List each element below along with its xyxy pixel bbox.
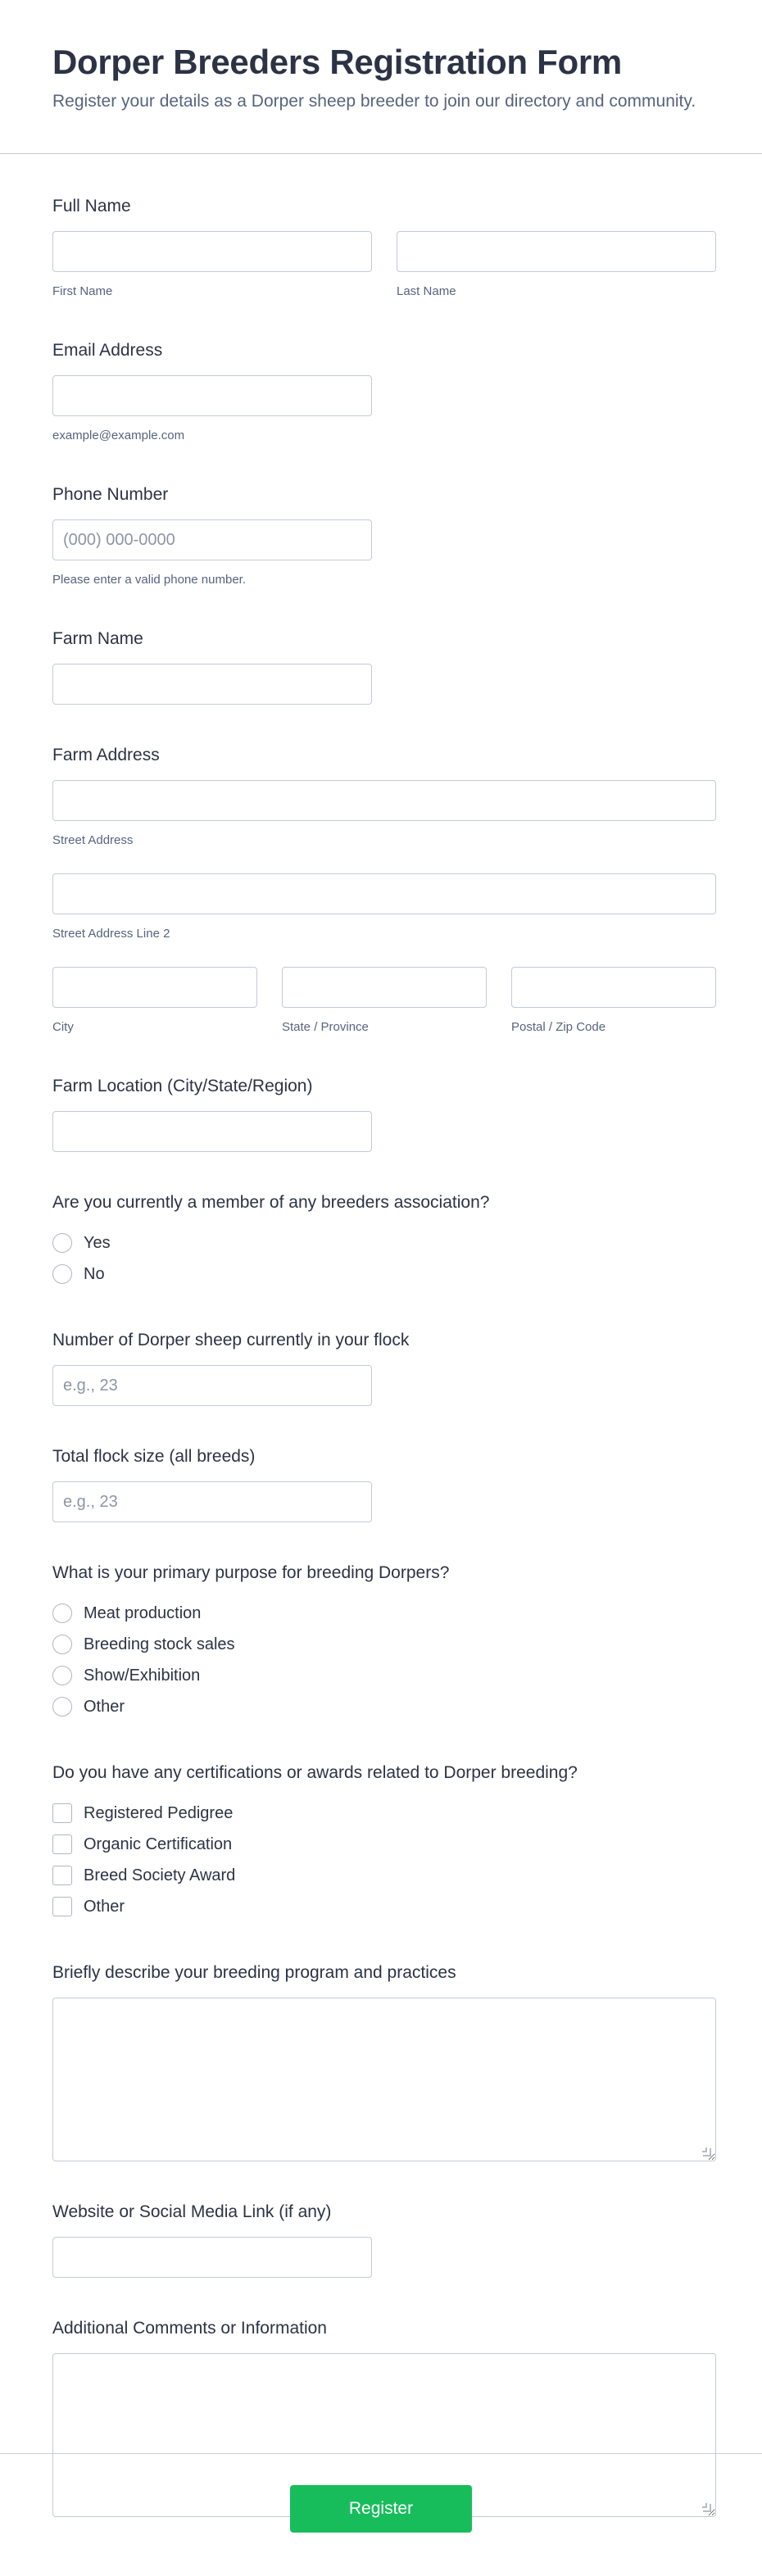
purpose-field bbox=[52, 1562, 716, 1722]
total-flock-input[interactable] bbox=[52, 1481, 372, 1522]
farm-location-label: Farm Location (City/State/Region) bbox=[52, 1077, 313, 1095]
last-name-col bbox=[397, 231, 716, 300]
association-label: Are you currently a member of any breeders association? bbox=[52, 1193, 490, 1212]
form-header bbox=[0, 0, 762, 154]
register-button[interactable]: Register bbox=[290, 2485, 472, 2533]
website-label: Website or Social Media Link (if any) bbox=[52, 2202, 332, 2221]
first-name-input[interactable] bbox=[52, 231, 372, 272]
email-field bbox=[52, 339, 716, 444]
checkbox[interactable] bbox=[52, 1866, 72, 1885]
email-label: Email Address bbox=[52, 341, 163, 360]
association-option-no[interactable] bbox=[52, 1259, 716, 1290]
cert-option-label: Registered Pedigree bbox=[84, 1803, 234, 1822]
dorper-count-label: Number of Dorper sheep currently in your flock bbox=[52, 1331, 410, 1349]
purpose-label: What is your primary purpose for breeding Dorpers? bbox=[52, 1563, 450, 1582]
state-input[interactable] bbox=[282, 967, 487, 1008]
association-option-yes[interactable] bbox=[52, 1227, 716, 1259]
state-sublabel: State / Province bbox=[282, 1020, 369, 1034]
association-field bbox=[52, 1191, 716, 1290]
certifications-field bbox=[52, 1762, 716, 1922]
purpose-option-label: Show/Exhibition bbox=[84, 1666, 201, 1685]
radio-button[interactable] bbox=[52, 1635, 72, 1654]
zip-input[interactable] bbox=[511, 967, 716, 1008]
cert-option-organic[interactable] bbox=[52, 1829, 716, 1860]
radio-button[interactable] bbox=[52, 1264, 72, 1284]
farm-name-field bbox=[52, 628, 716, 705]
last-name-input[interactable] bbox=[397, 231, 716, 272]
full-name-field bbox=[52, 195, 716, 300]
purpose-option-label: Other bbox=[84, 1697, 125, 1716]
program-field bbox=[52, 1961, 716, 2161]
purpose-option-breeding-stock[interactable] bbox=[52, 1629, 716, 1660]
radio-button[interactable] bbox=[52, 1697, 72, 1717]
phone-field bbox=[52, 483, 716, 588]
cert-option-label: Organic Certification bbox=[84, 1834, 233, 1853]
last-name-sublabel: Last Name bbox=[397, 284, 456, 298]
street-address-block bbox=[52, 780, 716, 849]
email-sublabel: example@example.com bbox=[52, 429, 185, 442]
association-option-label: No bbox=[84, 1264, 105, 1283]
phone-label: Phone Number bbox=[52, 485, 169, 504]
checkbox[interactable] bbox=[52, 1834, 72, 1854]
radio-button[interactable] bbox=[52, 1603, 72, 1623]
cert-option-label: Other bbox=[84, 1897, 125, 1916]
street-address-2-sublabel: Street Address Line 2 bbox=[52, 927, 170, 941]
first-name-col bbox=[52, 231, 372, 300]
street-address-sublabel: Street Address bbox=[52, 833, 134, 847]
farm-address-label: Farm Address bbox=[52, 746, 160, 764]
total-flock-label: Total flock size (all breeds) bbox=[52, 1447, 256, 1466]
phone-input[interactable] bbox=[52, 519, 372, 560]
phone-sublabel: Please enter a valid phone number. bbox=[52, 573, 246, 587]
city-col bbox=[52, 967, 257, 1036]
purpose-option-show[interactable] bbox=[52, 1660, 716, 1691]
street-address-2-block bbox=[52, 873, 716, 942]
purpose-option-label: Meat production bbox=[84, 1603, 202, 1622]
resize-grip-icon[interactable] bbox=[703, 2148, 711, 2156]
full-name-row bbox=[52, 231, 716, 300]
dorper-count-input[interactable] bbox=[52, 1365, 372, 1406]
zip-sublabel: Postal / Zip Code bbox=[511, 1020, 606, 1034]
purpose-option-other[interactable] bbox=[52, 1691, 716, 1722]
radio-button[interactable] bbox=[52, 1666, 72, 1685]
checkbox[interactable] bbox=[52, 1897, 72, 1916]
purpose-option-meat[interactable] bbox=[52, 1598, 716, 1629]
cert-option-other[interactable] bbox=[52, 1891, 716, 1922]
farm-address-field bbox=[52, 744, 716, 1036]
farm-name-input[interactable] bbox=[52, 664, 372, 705]
cert-option-award[interactable] bbox=[52, 1860, 716, 1891]
association-option-label: Yes bbox=[84, 1233, 111, 1252]
zip-col bbox=[511, 967, 716, 1036]
cert-option-label: Breed Society Award bbox=[84, 1866, 236, 1884]
farm-name-label: Farm Name bbox=[52, 629, 143, 648]
certifications-label: Do you have any certifications or awards related to Dorper breeding? bbox=[52, 1763, 578, 1782]
form-subtitle: Register your details as a Dorper sheep breeder to join our directory and community. bbox=[52, 92, 696, 111]
first-name-sublabel: First Name bbox=[52, 284, 113, 298]
website-field bbox=[52, 2201, 716, 2278]
total-flock-field bbox=[52, 1445, 716, 1522]
radio-button[interactable] bbox=[52, 1233, 72, 1253]
cert-option-pedigree[interactable] bbox=[52, 1798, 716, 1829]
city-sublabel: City bbox=[52, 1020, 74, 1034]
program-label: Briefly describe your breeding program and practices bbox=[52, 1963, 456, 1982]
street-address-2-input[interactable] bbox=[52, 873, 716, 914]
city-state-zip-row bbox=[52, 967, 716, 1036]
city-input[interactable] bbox=[52, 967, 257, 1008]
program-textarea-wrap bbox=[52, 1998, 716, 2161]
comments-label: Additional Comments or Information bbox=[52, 2319, 327, 2338]
full-name-label: Full Name bbox=[52, 197, 131, 215]
checkbox[interactable] bbox=[52, 1803, 72, 1823]
purpose-option-label: Breeding stock sales bbox=[84, 1635, 235, 1653]
farm-location-input[interactable] bbox=[52, 1111, 372, 1152]
form-title: Dorper Breeders Registration Form bbox=[52, 43, 622, 81]
state-col bbox=[282, 967, 487, 1036]
dorper-count-field bbox=[52, 1329, 716, 1406]
farm-location-field bbox=[52, 1075, 716, 1152]
street-address-input[interactable] bbox=[52, 780, 716, 821]
email-input[interactable] bbox=[52, 375, 372, 416]
program-textarea[interactable] bbox=[52, 1998, 716, 2161]
form-body bbox=[0, 154, 762, 2517]
website-input[interactable] bbox=[52, 2237, 372, 2278]
form-footer bbox=[0, 2453, 762, 2576]
